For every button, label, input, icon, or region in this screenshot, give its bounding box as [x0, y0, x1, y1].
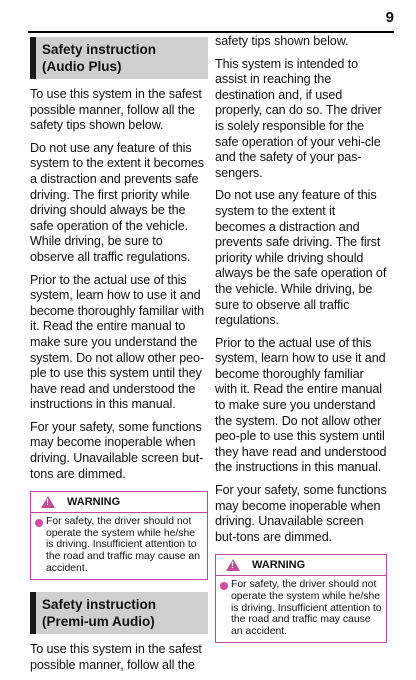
- section-title-audio-plus: Safety instruction (Audio Plus): [30, 37, 208, 79]
- section-title-premium-audio: Safety instruction (Premi-um Audio): [30, 592, 208, 634]
- warning-text: For safety, the driver should not operate the system while he/she is driving. Insufficient attention to the road and traffic may cause an accident.: [231, 579, 382, 637]
- warning-header: [216, 555, 386, 576]
- paragraph: safety tips shown below.: [215, 34, 349, 48]
- right-column: [215, 34, 387, 655]
- left-column: [30, 34, 208, 680]
- paragraph: Do not use any feature of this system to the extent it becomes a distraction and prevents safe driving. The first priority while driving should always be the safe operation of the vehicle. While driving, be sure to observe all traffic regulations.: [30, 140, 204, 264]
- warning-header: [31, 492, 207, 513]
- paragraph: For your safety, some functions may become inoperable when driving. Unavailable screen but-tons are dimmed.: [215, 483, 387, 544]
- warning-triangle-icon: [41, 496, 55, 508]
- bullet-icon: [220, 582, 228, 590]
- warning-body: [216, 576, 386, 642]
- paragraph: To use this system in the safest possible manner, follow all the: [30, 642, 202, 672]
- bullet-icon: [35, 519, 43, 527]
- warning-triangle-icon: [226, 559, 240, 571]
- paragraph: Prior to the actual use of this system, learn how to use it and become thoroughly familiar with it. Read the entire manual to make sure you understand the system. Do not allow other peo-ple to use this system until they have read and understood the instructions in this manual.: [30, 272, 204, 412]
- warning-box: [30, 491, 208, 580]
- paragraph: Do not use any feature of this system to the extent it becomes a distraction and prevents safe driving. The first priority while driving should always be the safe operation of the vehicle. While driving, be sure to observe all traffic regulations.: [215, 188, 387, 328]
- warning-box: [215, 554, 387, 643]
- paragraph: To use this system in the safest possible manner, follow all the safety tips shown below.: [30, 87, 202, 133]
- warning-text: For safety, the driver should not operate the system while he/she is driving. Insufficient attention to the road and traffic may cause an accident.: [46, 516, 201, 574]
- paragraph: For your safety, some functions may become inoperable when driving. Unavailable screen but-tons are dimmed.: [30, 419, 204, 481]
- warning-body: [31, 513, 207, 579]
- paragraph: Prior to the actual use of this system, learn how to use it and become thoroughly familiar with it. Read the entire manual to make sure you understand the system. Do not allow other peo-ple to use this system until they have read and understood the instructions in this manual.: [215, 335, 387, 475]
- warning-title: WARNING: [252, 559, 306, 572]
- warning-title: WARNING: [67, 496, 121, 509]
- header-rule: [28, 31, 394, 33]
- page-number: 9: [385, 9, 394, 26]
- paragraph: This system is intended to assist in reaching the destination and, if used properly, can do so. The driver is solely responsible for the safe operation of your vehi-cle and the safety of your pas-sengers.: [215, 56, 382, 180]
